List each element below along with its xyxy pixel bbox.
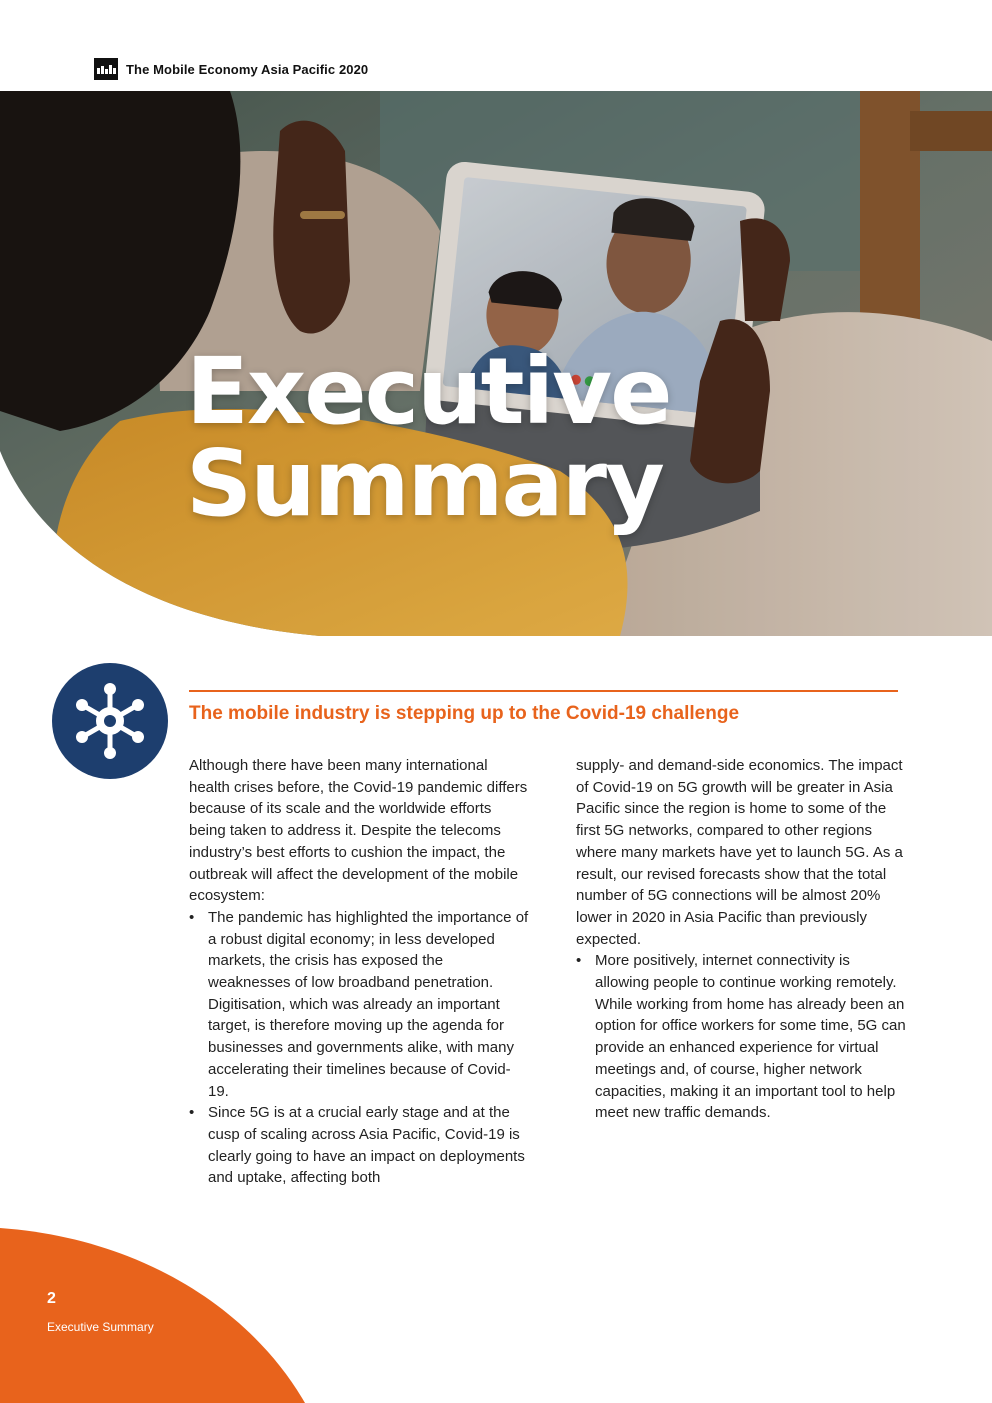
- footer-accent-shape: [0, 1228, 310, 1403]
- body-column-left: [189, 755, 529, 1189]
- bullet-remote-work: • More positively, internet connectivity is allowing people to continue working remotely. While working from home has already been an option for office workers for some time, 5G can provide an enhanced experience for virtual meetings and, of course, higher network capacities, making it an important tool to help meet new traffic demands.: [576, 950, 906, 1124]
- title-line-1: Executive: [186, 338, 671, 445]
- bullet-digital-economy: • The pandemic has highlighted the importance of a robust digital economy; in less developed markets, the crisis has exposed the weaknesses of low broadband penetration. Digitisation, which was already an important target, is therefore moving up the agenda for businesses and governments alike, with many accelerating their timelines because of Covid-19.: [189, 907, 529, 1102]
- bullet-5g-impact: • Since 5G is at a crucial early stage and at the cusp of scaling across Asia Pacific, Covid-19 is clearly going to have an impact on deployments and uptake, affecting both: [189, 1102, 529, 1189]
- bullet-5g-impact-continued: supply- and demand-side economics. The impact of Covid-19 on 5G growth will be greater in Asia Pacific since the region is home to some of the first 5G networks, compared to other regions where many markets have yet to launch 5G. As a result, our revised forecasts show that the total number of 5G connections will be almost 20% lower in 2020 in Asia Pacific than previously expected.: [576, 757, 903, 948]
- running-header: [94, 58, 368, 80]
- virus-icon: [52, 663, 168, 779]
- section-heading: The mobile industry is stepping up to the Covid-19 challenge: [189, 703, 740, 724]
- page-title: [186, 338, 671, 537]
- intro-paragraph: Although there have been many international health crises before, the Covid-19 pandemic differs because of its scale and the worldwide efforts being taken to address it. Despite the telecoms industry’s best efforts to cushion the impact, the outbreak will affect the development of the mobile ecosystem:: [189, 757, 528, 905]
- footer-section-label: Executive Summary: [47, 1320, 154, 1334]
- gsma-logo-icon: [94, 58, 118, 80]
- report-title: The Mobile Economy Asia Pacific 2020: [126, 61, 369, 77]
- heading-rule: [189, 690, 898, 692]
- hero-banner: [0, 91, 992, 636]
- page-number: 2: [47, 1290, 56, 1307]
- body-column-right: [576, 755, 906, 1124]
- title-line-2: Summary: [186, 430, 663, 537]
